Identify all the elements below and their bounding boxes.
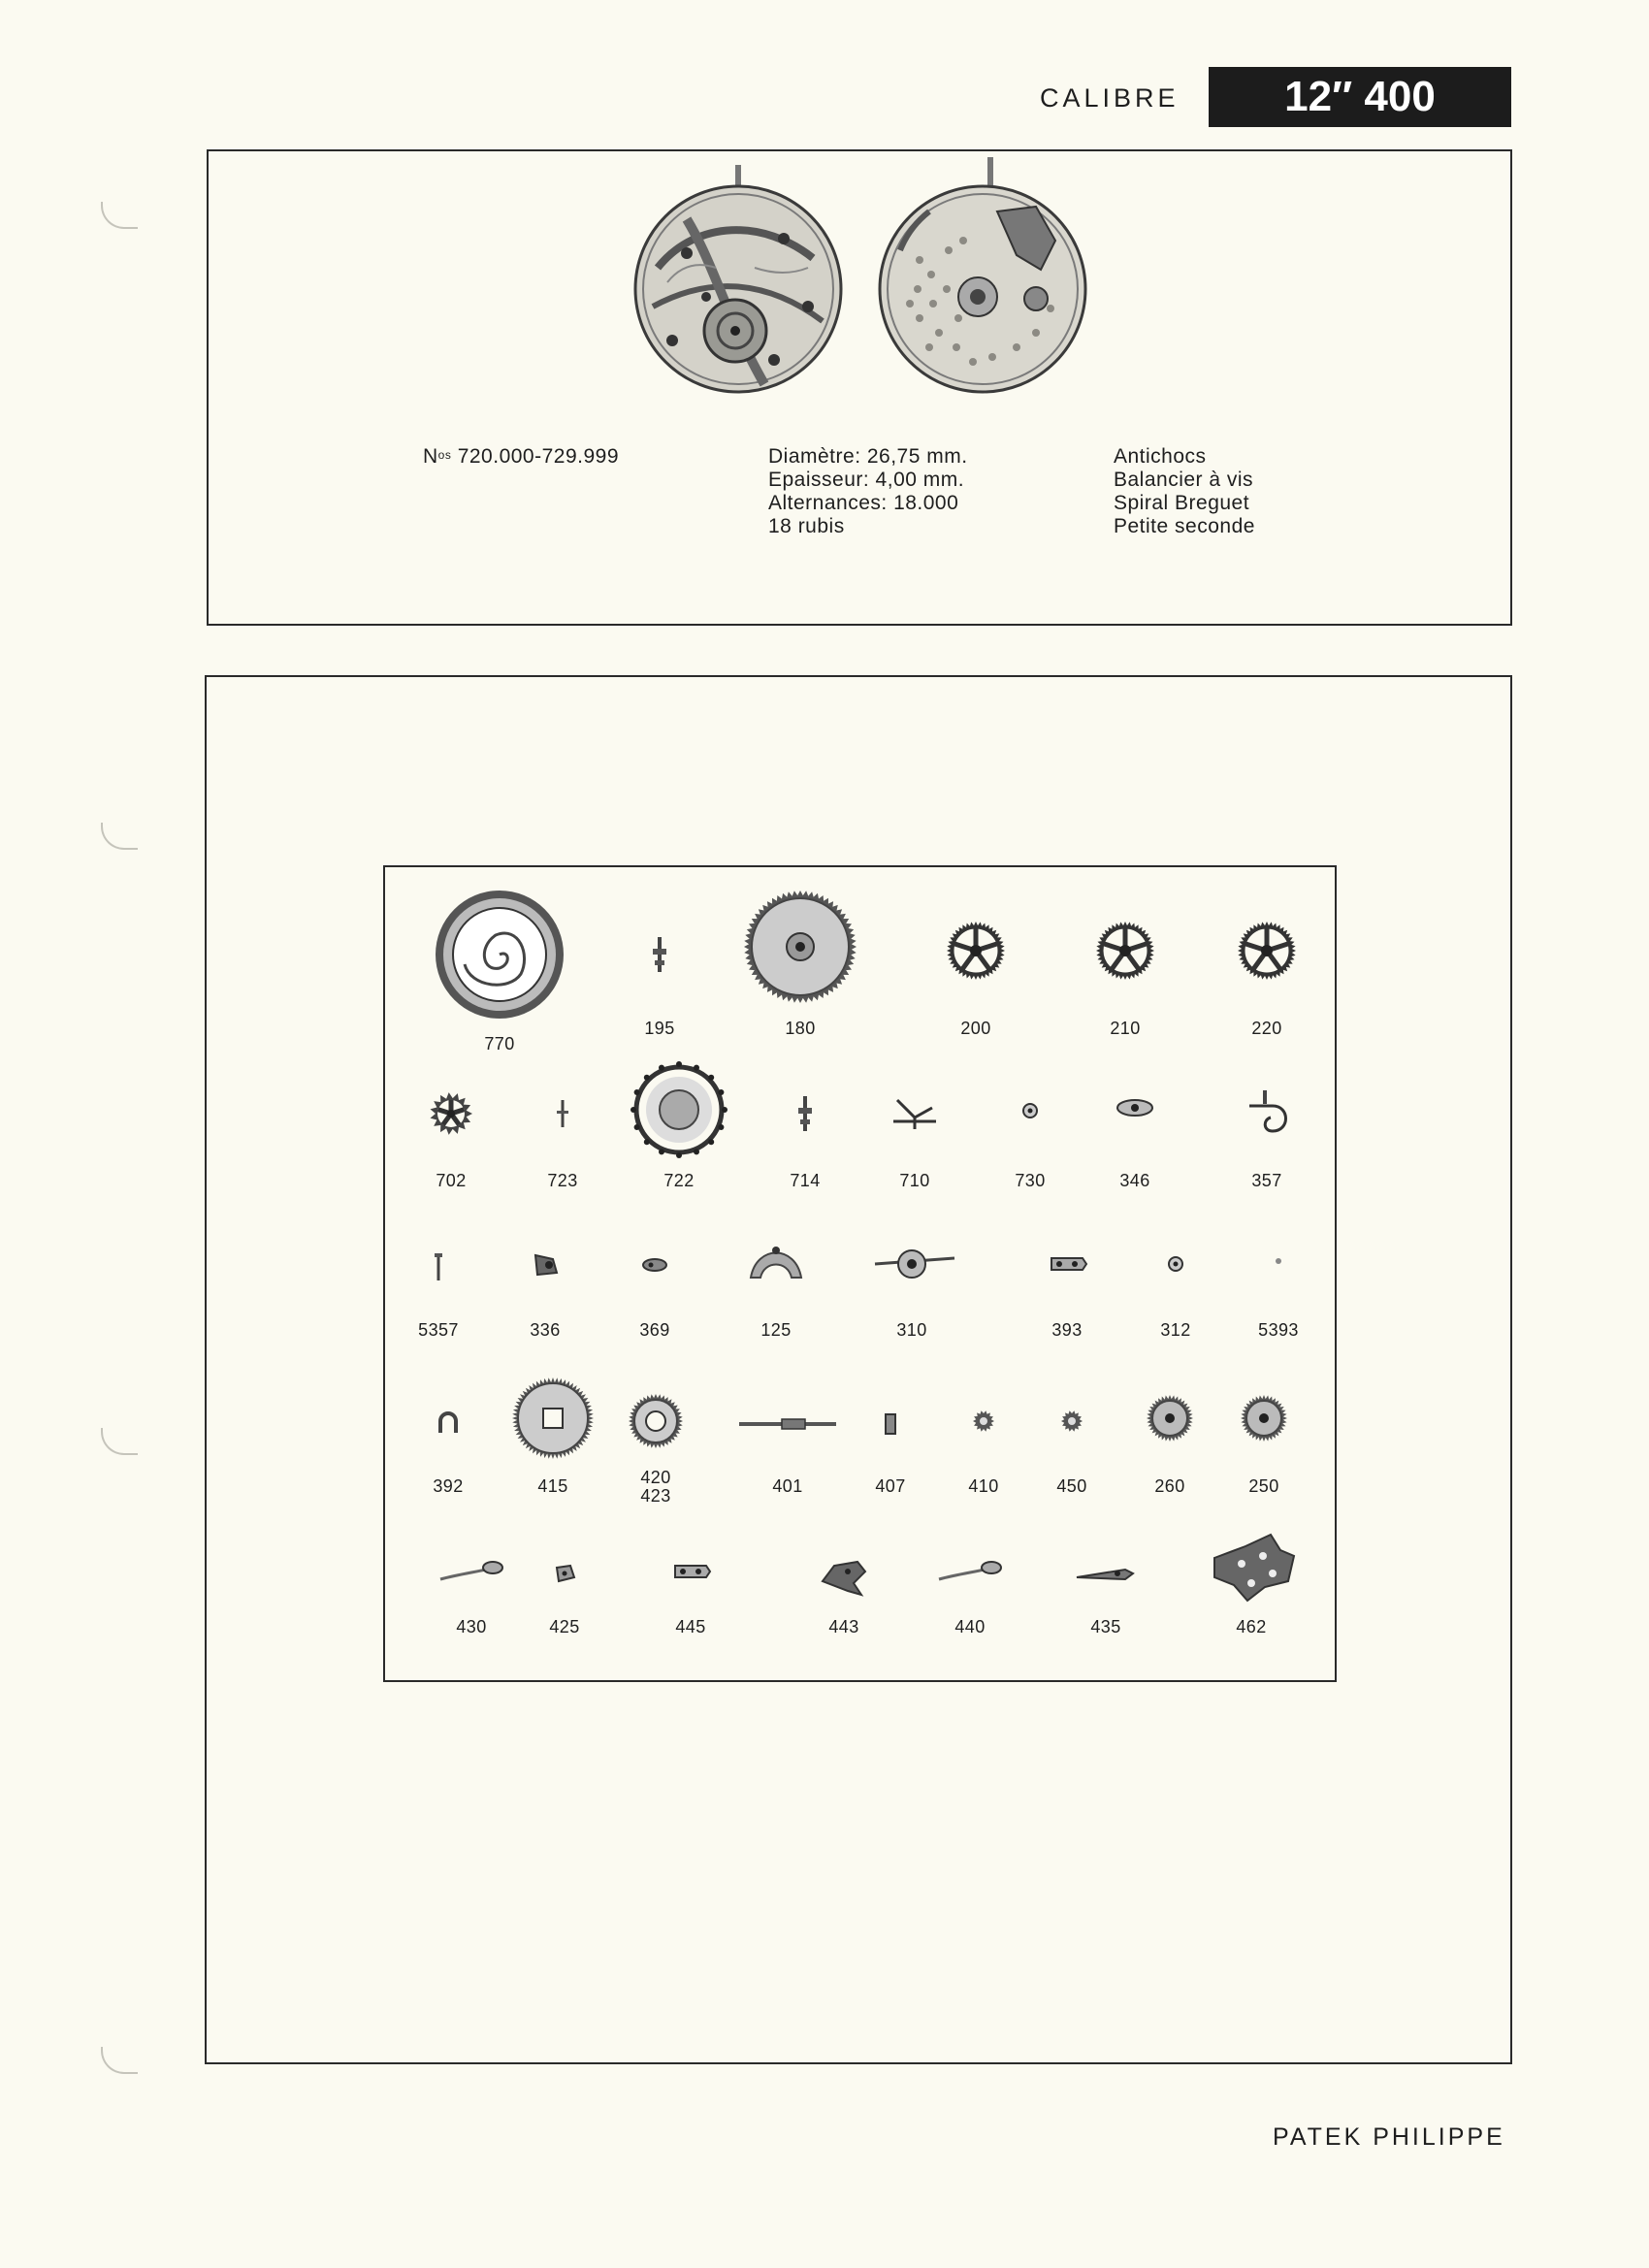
part-number-label: 410: [968, 1476, 999, 1496]
spec-line: Alternances: 18.000: [768, 492, 959, 514]
movement-info-frame: [207, 149, 1512, 626]
binder-hole: [101, 202, 138, 229]
spec-line: Diamètre: 26,75 mm.: [768, 445, 968, 468]
part-number-label: 440: [954, 1617, 986, 1636]
part-number-label: 415: [537, 1476, 568, 1496]
calibre-number-badge: 12″ 400: [1209, 67, 1511, 127]
part-number-label: 407: [875, 1476, 906, 1496]
part-number-label: 5357: [418, 1320, 459, 1340]
spoked-wheel-icon: [1199, 883, 1335, 1019]
hairspring-icon: [432, 887, 567, 1022]
small-lever-icon: [587, 1197, 723, 1333]
serial-numbers: [423, 445, 619, 469]
feature-line: Antichocs: [1114, 445, 1207, 468]
dimensions-list: [768, 445, 968, 538]
part-number-label: 357: [1251, 1171, 1282, 1190]
part-number-label: 435: [1090, 1617, 1121, 1636]
part-number-label: 714: [790, 1171, 821, 1190]
part-number-label: 210: [1110, 1019, 1141, 1038]
staff-icon: [495, 1046, 630, 1182]
part-number-label: 462: [1236, 1617, 1267, 1636]
movement-dial-side-image: [871, 153, 1096, 394]
serial-prefix: N: [423, 445, 438, 468]
part-number-label: 420 423: [640, 1468, 671, 1506]
spoked-wheel-icon: [908, 883, 1044, 1019]
part-number-label: 392: [433, 1476, 464, 1496]
part-number-label: 260: [1154, 1476, 1185, 1496]
part-number-label: 220: [1251, 1019, 1282, 1038]
part-number-label: 310: [896, 1320, 927, 1340]
binder-hole: [101, 1428, 138, 1455]
spoked-wheel-icon: [1057, 883, 1193, 1019]
part-number-label: 200: [960, 1019, 991, 1038]
part-number-label: 346: [1119, 1171, 1150, 1190]
part-number-label: 312: [1160, 1320, 1191, 1340]
part-number-label: 250: [1248, 1476, 1279, 1496]
spec-line: Epaisseur: 4,00 mm.: [768, 469, 965, 491]
serial-range: 720.000-729.999: [451, 445, 620, 468]
spec-line: 18 rubis: [768, 515, 845, 537]
movement-bridge-side-image: [629, 161, 848, 394]
part-number-label: 730: [1015, 1171, 1046, 1190]
part-number-label: 450: [1056, 1476, 1087, 1496]
part-number-label: 125: [760, 1320, 792, 1340]
plate-icon: [1183, 1500, 1319, 1636]
part-number-label: 393: [1051, 1320, 1083, 1340]
spring-icon: [1199, 1042, 1335, 1178]
feature-line: Petite seconde: [1114, 515, 1255, 537]
shock-spring-icon: [1067, 1040, 1203, 1176]
part-number-label: 723: [547, 1171, 578, 1190]
features-list: [1114, 445, 1255, 538]
part-number-label: 770: [484, 1034, 515, 1053]
part-number-label: 710: [899, 1171, 930, 1190]
part-number-label: 5393: [1258, 1320, 1299, 1340]
part-number-label: 443: [828, 1617, 859, 1636]
part-number-label: 336: [530, 1320, 561, 1340]
part-number-label: 722: [663, 1171, 695, 1190]
bridge-icon: [708, 1196, 844, 1332]
part-number-label: 401: [772, 1476, 803, 1496]
balance-wheel-icon: [611, 1042, 747, 1178]
minute-wheel-icon: [1196, 1350, 1332, 1486]
regulator-icon: [844, 1196, 980, 1332]
binder-hole: [101, 823, 138, 850]
part-number-label: 425: [549, 1617, 580, 1636]
part-number-label: 195: [644, 1019, 675, 1038]
feature-line: Balancier à vis: [1114, 469, 1254, 491]
mainspring-barrel-icon: [732, 879, 868, 1015]
brand-name: PATEK PHILIPPE: [1273, 2123, 1505, 2151]
part-number-label: 702: [436, 1171, 467, 1190]
part-number-label: 180: [785, 1019, 816, 1038]
part-number-label: 445: [675, 1617, 706, 1636]
calibre-label: CALIBRE: [1040, 83, 1180, 113]
tiny-screw-icon: [1211, 1193, 1346, 1329]
binder-hole: [101, 2047, 138, 2074]
pin-icon: [592, 887, 728, 1022]
feature-line: Spiral Breguet: [1114, 492, 1250, 514]
part-number-label: 369: [639, 1320, 670, 1340]
serial-superscript: os: [437, 448, 452, 462]
part-number-label: 430: [456, 1617, 487, 1636]
